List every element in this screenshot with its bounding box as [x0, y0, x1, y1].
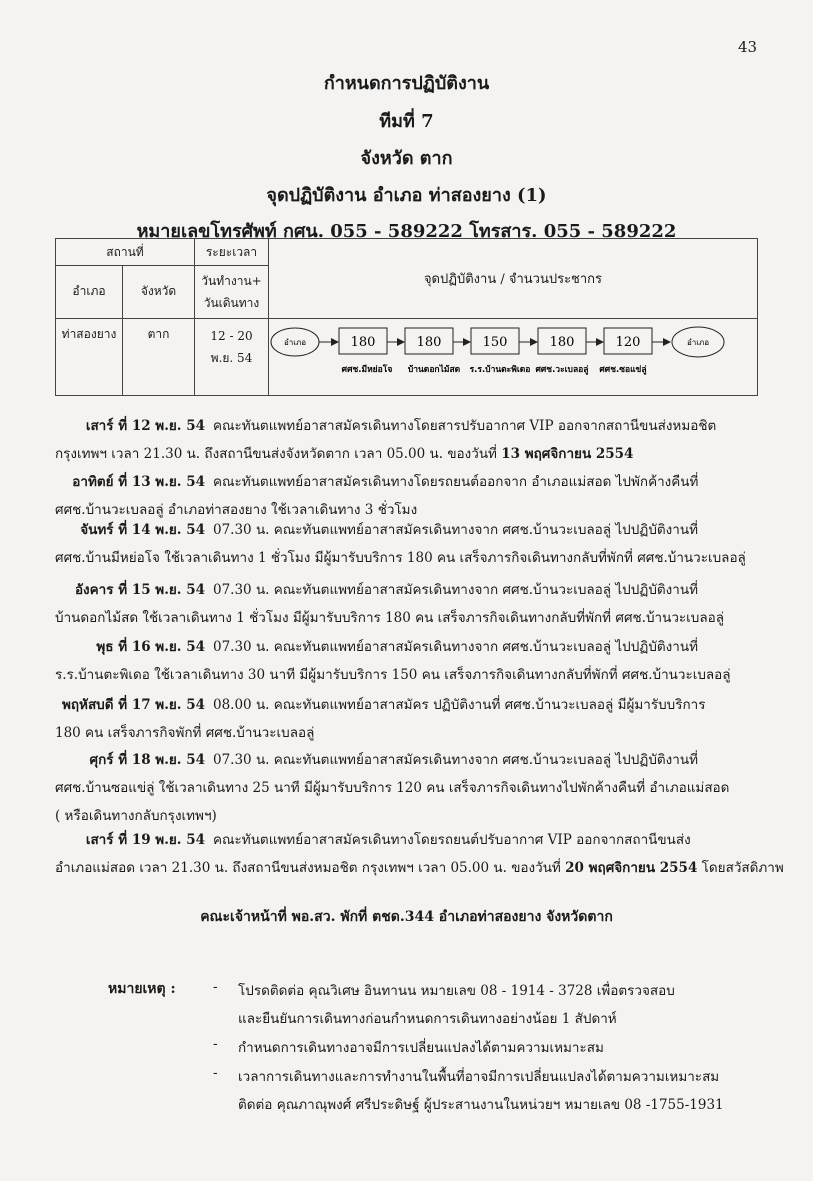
- entry-line1: คณะทันตแพทย์อาสาสมัครเดินทางโดยรถยนต์ปรับอากาศ VIP ออกจากสถานีขนส่ง: [213, 832, 691, 848]
- note-text: ติดต่อ คุณภาณุพงศ์ ศรีประดิษฐ์ ผู้ประสานงานในหน่วยฯ หมายเลข 08 -1755-1931: [238, 1097, 724, 1113]
- flow-end-label: อำเภอ: [686, 338, 710, 347]
- entry-line2: ร.ร.บ้านตะพิเดอ ใช้เวลาเดินทาง 30 นาที มีผู้มารับบริการ 150 คน เสร็จภารกิจเดินทางกลับที่พักที่ ศศช.บ้านวะเบลอลู่: [55, 667, 731, 683]
- note-text: และยืนยันการเดินทางก่อนกำหนดการเดินทางอย่างน้อย 1 สัปดาห์: [238, 1011, 617, 1027]
- flow-value: 120: [615, 335, 641, 350]
- entry-line2: ศศช.บ้านมีหย่อโจ ใช้เวลาเดินทาง 1 ชั่วโมง มีผู้มารับบริการ 180 คน เสร็จภารกิจเดินทางกลับที่พักที่ ศศช.บ้านวะเบลอลู่: [55, 550, 746, 566]
- entry-date: ศุกร์ ที่ 18 พ.ย. 54: [89, 752, 205, 768]
- day-entry: [55, 826, 784, 882]
- team-title: ทีมที่ 7: [379, 111, 434, 132]
- row-period-line2: พ.ย. 54: [210, 350, 253, 365]
- col-points-header: จุดปฏิบัติงาน / จำนวนประชากร: [269, 239, 758, 319]
- flow-value: 180: [549, 335, 575, 350]
- col-district-header: อำเภอ: [56, 266, 123, 318]
- entry-line3: ( หรือเดินทางกลับกรุงเทพฯ): [55, 808, 217, 824]
- flow-value: 150: [482, 335, 508, 350]
- flow-point-label: บ้านดอกไม้สด: [407, 365, 461, 375]
- col-days-line2: วันเดินทาง: [203, 295, 260, 310]
- entry-date: อาทิตย์ ที่ 13 พ.ย. 54: [72, 474, 205, 490]
- entry-line2: 180 คน เสร็จภารกิจพักที่ ศศช.บ้านวะเบลอลู่: [55, 725, 315, 741]
- note-text: โปรดติดต่อ คุณวิเศษ อินทานน หมายเลข 08 - 1914 - 3728 เพื่อตรวจสอบ: [238, 983, 675, 999]
- entry-line1: 07.30 น. คณะทันตแพทย์อาสาสมัครเดินทางจาก ศศช.บ้านวะเบลอลู่ ไปปฏิบัติงานที่: [213, 522, 698, 538]
- day-entry: [55, 746, 760, 830]
- flow-start-label: อำเภอ: [283, 338, 307, 347]
- col-period-header: ระยะเวลา: [195, 239, 269, 266]
- row-period-line1: 12 - 20: [210, 328, 253, 343]
- entry-date: เสาร์ ที่ 12 พ.ย. 54: [85, 418, 205, 434]
- entry-line1: 07.30 น. คณะทันตแพทย์อาสาสมัครเดินทางจาก ศศช.บ้านวะเบลอลู่ ไปปฏิบัติงานที่: [213, 752, 698, 768]
- note-text: เวลาการเดินทางและการทำงานในพื้นที่อาจมีการเปลี่ยนแปลงได้ตามความเหมาะสม: [238, 1069, 720, 1085]
- entry-line1: 07.30 น. คณะทันตแพทย์อาสาสมัครเดินทางจาก ศศช.บ้านวะเบลอลู่ ไปปฏิบัติงานที่: [213, 639, 698, 655]
- entry-date: พฤหัสบดี ที่ 17 พ.ย. 54: [61, 697, 205, 713]
- doc-title: กำหนดการปฏิบัติงาน: [323, 73, 490, 94]
- flow-point-label: ศศช.ซอแข่ลู่: [599, 365, 647, 375]
- flow-value: 180: [350, 335, 376, 350]
- day-entry: [55, 412, 760, 468]
- row-province: ตาก: [123, 318, 195, 396]
- note-dash: -: [213, 1065, 218, 1081]
- entry-line1: 08.00 น. คณะทันตแพทย์อาสาสมัคร ปฏิบัติงานที่ ศศช.บ้านวะเบลอลู่ มีผู้มารับบริการ: [213, 697, 706, 713]
- entry-line1: คณะทันตแพทย์อาสาสมัครเดินทางโดยสารปรับอากาศ VIP ออกจากสถานีขนส่งหมอชิต: [213, 418, 717, 434]
- col-place-header: สถานที่: [56, 239, 195, 266]
- entry-line2: ศศช.บ้านวะเบลอลู่ อำเภอท่าสองยาง ใช้เวลาเดินทาง 3 ชั่วโมง: [55, 502, 418, 518]
- row-period: [195, 318, 269, 396]
- entry-line2: บ้านดอกไม้สด ใช้เวลาเดินทาง 1 ชั่วโมง มีผู้มารับบริการ 180 คน เสร็จภารกิจเดินทางกลับที่พักที่ ศศช.บ้านวะเบลอลู่: [55, 610, 725, 626]
- province-title: จังหวัด ตาก: [360, 148, 453, 169]
- flow-point-label: ศศช.มีหย่อโจ: [341, 365, 393, 375]
- entry-line2: กรุงเทพฯ เวลา 21.30 น. ถึงสถานีขนส่งจังหวัดตาก เวลา 05.00 น. ของวันที่: [55, 446, 502, 462]
- note-dash: -: [213, 979, 218, 995]
- entry-date: จันทร์ ที่ 14 พ.ย. 54: [80, 522, 205, 538]
- col-province-header: จังหวัด: [123, 266, 195, 318]
- day-entry: [55, 691, 760, 747]
- phone-title: หมายเลขโทรศัพท์ กศน. 055 - 589222 โทรสาร. 055 - 589222: [136, 221, 677, 242]
- entry-line1: 07.30 น. คณะทันตแพทย์อาสาสมัครเดินทางจาก ศศช.บ้านวะเบลอลู่ ไปปฏิบัติงานที่: [213, 582, 698, 598]
- col-days-header: [195, 266, 269, 318]
- col-days-line1: วันทำงาน+: [201, 273, 262, 288]
- entry-line2: อำเภอแม่สอด เวลา 21.30 น. ถึงสถานีขนส่งหมอชิต กรุงเทพฯ เวลา 05.00 น. ของวันที่: [55, 860, 566, 876]
- site-title: จุดปฏิบัติงาน อำเภอ ท่าสองยาง (1): [266, 185, 547, 206]
- day-entry: [55, 633, 760, 689]
- entry-date-bold: 13 พฤศจิกายน 2554: [501, 446, 634, 462]
- page-number: 43: [738, 38, 758, 56]
- entry-date: อังคาร ที่ 15 พ.ย. 54: [74, 582, 205, 598]
- row-district: ท่าสองยาง: [56, 318, 123, 396]
- entry-date: พุธ ที่ 16 พ.ย. 54: [96, 639, 205, 655]
- flow-point-label: ร.ร.บ้านตะพิเดอ: [469, 365, 531, 375]
- route-flow-diagram: [268, 322, 758, 396]
- day-entry: [55, 576, 760, 632]
- flow-point-label: ศศช.วะเบลอลู่: [535, 365, 589, 375]
- entry-date: เสาร์ ที่ 19 พ.ย. 54: [85, 832, 205, 848]
- entry-line2-tail: โดยสวัสดิภาพ: [697, 860, 784, 876]
- flow-value: 180: [416, 335, 442, 350]
- day-entry: [55, 516, 760, 572]
- note-dash: -: [213, 1036, 218, 1052]
- staff-lodging: คณะเจ้าหน้าที่ พอ.สว. พักที่ ตชด.344 อำเภอท่าสองยาง จังหวัดตาก: [200, 909, 613, 925]
- entry-line2: ศศช.บ้านซอแข่ลู่ ใช้เวลาเดินทาง 25 นาที มีผู้มารับบริการ 120 คน เสร็จภารกิจเดินทางไปพักค้างคืนที่ อำเภอแม่สอด: [55, 780, 730, 796]
- notes-label: หมายเหตุ :: [108, 981, 176, 997]
- note-text: กำหนดการเดินทางอาจมีการเปลี่ยนแปลงได้ตามความเหมาะสม: [238, 1040, 604, 1056]
- entry-line1: คณะทันตแพทย์อาสาสมัครเดินทางโดยรถยนต์ออกจาก อำเภอแม่สอด ไปพักค้างคืนที่: [213, 474, 699, 490]
- entry-date-bold: 20 พฤศจิกายน 2554: [565, 860, 698, 876]
